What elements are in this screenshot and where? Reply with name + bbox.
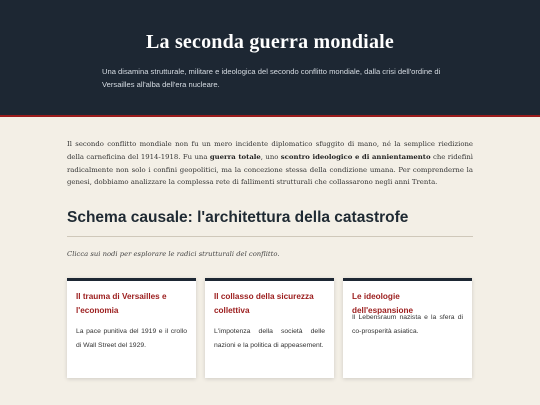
intro-text: , uno: [260, 152, 281, 161]
card-body: L'impotenza della società delle nazioni e la politica di appeasement.: [214, 328, 325, 349]
card-title: Il collasso della sicurezza collettiva: [214, 292, 314, 315]
cause-card-security[interactable]: [205, 278, 334, 378]
intro-text: che ridefinì radicalmente non solo i confini geopolitici, ma la concezione stessa della condizione umana. Per comprenderne la genesi, dobbiamo analizzare la complessa rete di fallimenti strutturali che collassarono negli anni Trenta.: [67, 152, 473, 187]
intro-paragraph: [67, 138, 473, 189]
card-body: Il Lebensraum nazista e la sfera di co-prosperità asiatica.: [352, 314, 463, 335]
intro-text: Il secondo conflitto mondiale non fu un mero incidente diplomatico sfuggito di mano, né la semplice riedizione della carneficina del 1914-1918. Fu una: [67, 140, 473, 161]
page-title: La seconda guerra mondiale: [146, 31, 394, 53]
intro-emphasis: guerra totale: [209, 152, 261, 161]
cause-card-versailles[interactable]: [67, 278, 196, 378]
section-title: Schema causale: l'architettura della catastrofe: [67, 209, 409, 226]
section-divider: [67, 236, 473, 237]
cause-card-ideologies[interactable]: [343, 278, 472, 378]
page-header: [0, 0, 540, 117]
card-title: Le ideologie dell'espansione: [352, 292, 414, 315]
intro-emphasis: scontro ideologico e di annientamento: [280, 152, 431, 161]
section-hint: Clicca sui nodi per esplorare le radici strutturali del conflitto.: [67, 250, 280, 258]
card-body: La pace punitiva del 1919 e il crollo di Wall Street del 1929.: [76, 328, 187, 349]
page-subtitle: Una disamina strutturale, militare e ideologica del secondo conflitto mondiale, dalla crisi dell'ordine di Versailles all'alba dell'era nucleare.: [102, 67, 441, 89]
card-title: Il trauma di Versailles e l'economia: [76, 292, 167, 315]
